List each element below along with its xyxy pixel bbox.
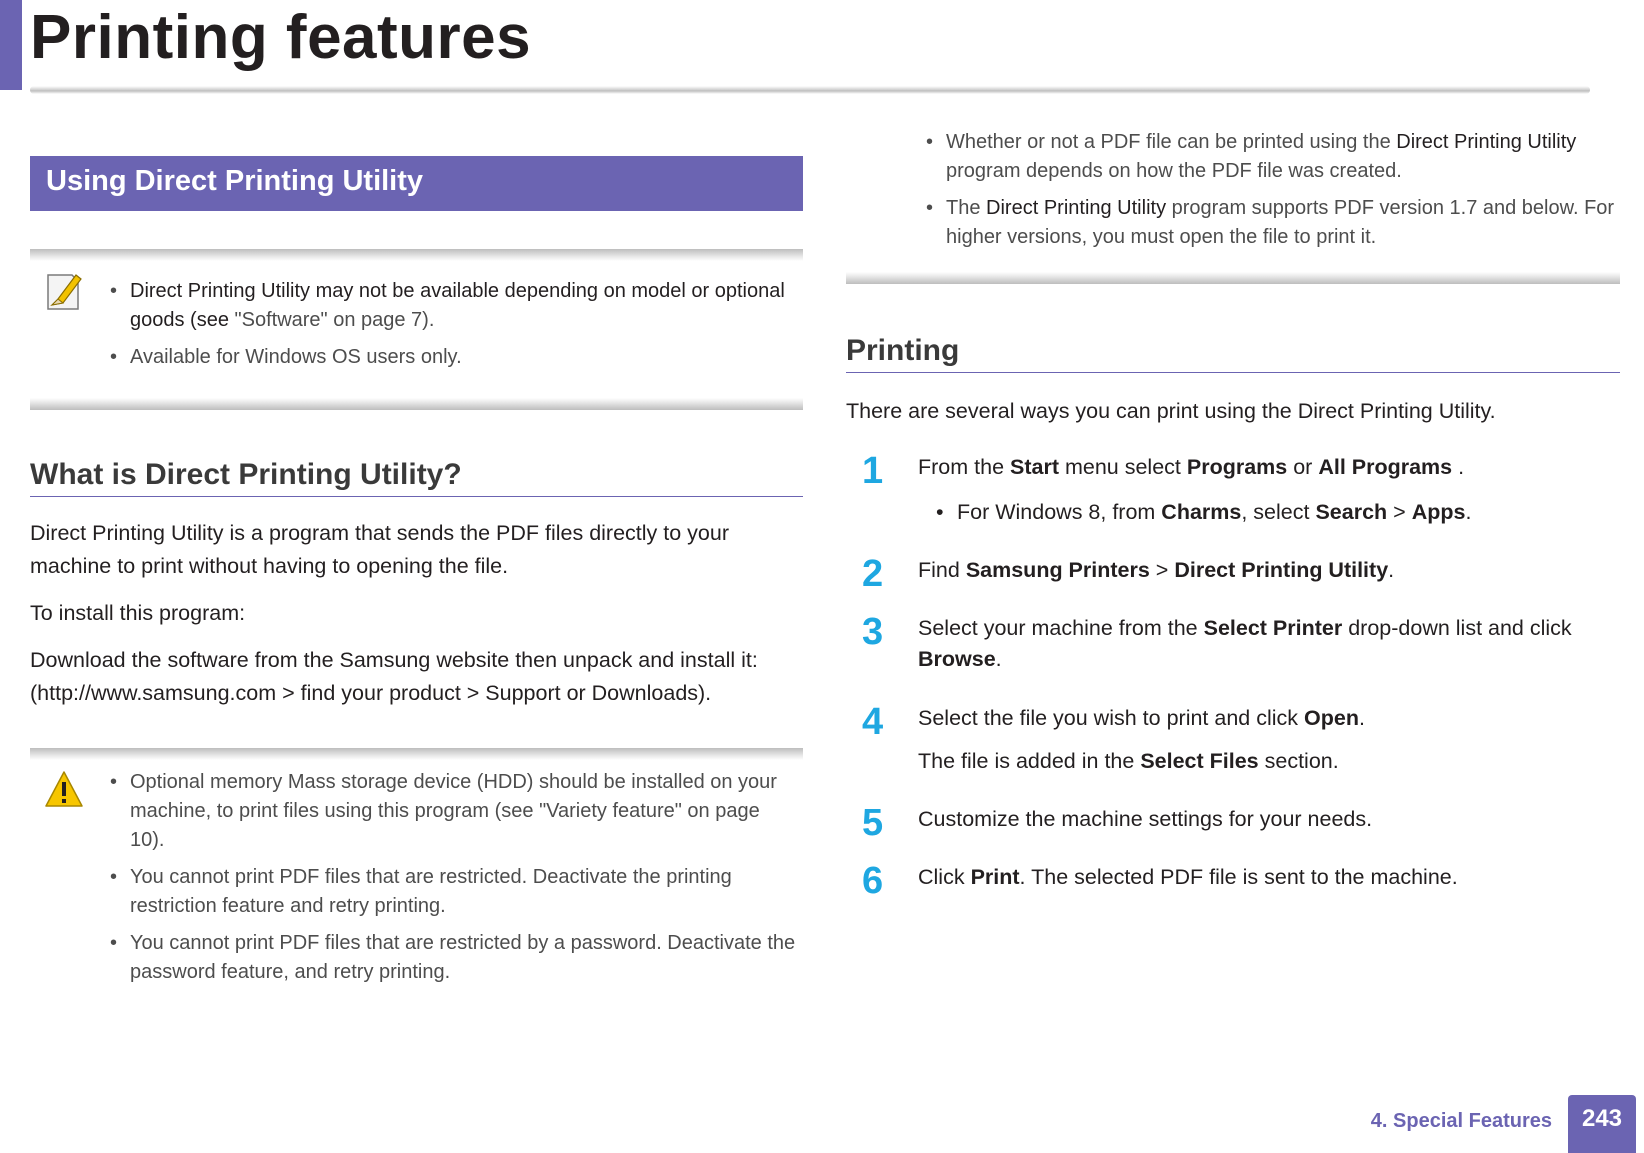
step-5: 5 Customize the machine settings for your needs. [862,802,1373,844]
caution-item: • You cannot print PDF files that are restricted. Deactivate the printing restriction feature and retry printing. [110,866,732,917]
paragraph: There are several ways you can print using the Direct Printing Utility. [846,399,1496,423]
section-title-bar: Using Direct Printing Utility [30,156,803,211]
step-4-note: The file is added in the Select Files section. [918,749,1339,773]
caution-item: • Optional memory Mass storage device (HDD) should be installed on your machine, to print files using this program (see "Variety feature" on page 10). [110,771,777,851]
caution-top-rule [30,748,803,760]
note-box [30,249,803,410]
step-2: 2 Find Samsung Printers > Direct Printing Utility. [862,553,1395,595]
step-4: 4 Select the file you wish to print and click Open. [862,701,1365,743]
step-1: 1 From the Start menu select Programs or All Programs . [862,450,1465,492]
note-top-rule [30,249,803,261]
page-number-badge: 243 [1568,1095,1636,1153]
note-item: • Whether or not a PDF file can be printed using the Direct Printing Utility program depends on how the PDF file was created. [926,131,1577,182]
caution-item: • You cannot print PDF files that are restricted by a password. Deactivate the password feature, and retry printing. [110,932,796,983]
note-item: • Direct Printing Utility may not be available depending on model or optional goods (see "Software" on page 7). [110,280,785,331]
page-title: Printing features [30,3,532,72]
note-item: • The Direct Printing Utility program supports PDF version 1.7 and below. For higher versions, you must open the file to print it. [926,197,1615,248]
pencil-note-icon [44,269,84,313]
title-divider [30,86,1590,94]
step-1-subitem: • For Windows 8, from Charms, select Search > Apps. [936,500,1472,524]
step-6: 6 Click Print. The selected PDF file is sent to the machine. [862,860,1458,902]
note-item: • Available for Windows OS users only. [110,346,462,368]
note-bottom-rule [30,398,803,410]
caution-box [30,748,803,991]
footer-chapter: 4. Special Features [1370,1110,1552,1132]
note-bottom-rule [846,272,1620,284]
warning-icon [44,768,84,812]
right-column [846,128,1620,902]
section-heading: What is Direct Printing Utility? [30,458,803,497]
section-heading: Printing [846,334,1620,373]
header-accent-stripe [0,0,22,90]
step-3: 3 Select your machine from the Select Printer drop-down list and click Browse. [862,611,1572,671]
paragraph: Download the software from the Samsung website then unpack and install it: (http://www.samsung.com > find your product > Support or Downloads). [30,648,758,705]
left-column [30,156,803,991]
paragraph: To install this program: [30,601,246,625]
paragraph: Direct Printing Utility is a program that sends the PDF files directly to your machine to print without having to opening the file. [30,521,730,578]
